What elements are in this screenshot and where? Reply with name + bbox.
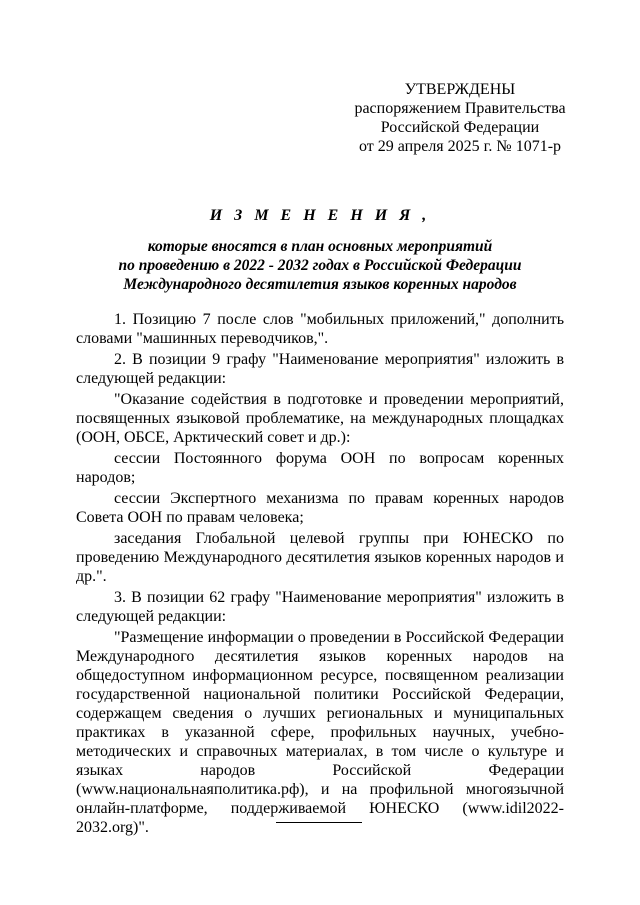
paragraph-item-1: 1. Позицию 7 после слов "мобильных приложений," дополнить словами "машинных переводчиков,". — [76, 311, 564, 347]
subtitle-line: по проведению в 2022 - 2032 годах в Российской Федерации — [118, 257, 522, 274]
approval-stamp — [330, 80, 590, 156]
approval-line: распоряжением Правительства — [354, 100, 566, 117]
approval-line: Российской Федерации — [380, 119, 540, 136]
paragraph-list-entry: сессии Постоянного форума ООН по вопросам коренных народов; — [76, 450, 564, 486]
approval-title: УТВЕРЖДЕНЫ — [404, 81, 516, 98]
paragraph-quote: "Размещение информации о проведении в Российской Федерации Международного десятилетия языков коренных народов на общедоступном информационном ресурсе, посвященном реализации государственной национальной политики Российской Федерации, содержащем сведения о лучших региональных и муниципальных практиках в указанной сфере, профильных научных, учебно-методических и справочных материалах, в том числе о культуре и языках народов Российской Федерации (www.национальнаяполитика.рф), и на профильной многоязычной онлайн-платформе, поддерживаемой ЮНЕСКО (www.idil2022-2032.org)". — [76, 629, 564, 836]
subtitle-line: Международного десятилетия языков коренных народов — [123, 276, 517, 293]
paragraph-quote-start: "Оказание содействия в подготовке и проведении мероприятий, посвященных языковой проблематике, на международных площадках (ООН, ОБСЕ, Арктический совет и др.): — [76, 391, 564, 446]
paragraph-item-3: 3. В позиции 62 графу "Наименование мероприятия" изложить в следующей редакции: — [76, 589, 564, 625]
document-subtitle — [70, 237, 570, 294]
title-block — [70, 205, 570, 294]
document-heading: И З М Е Н Е Н И Я , — [209, 207, 431, 224]
paragraph-list-entry: сессии Экспертного механизма по правам коренных народов Совета ООН по правам человека; — [76, 490, 564, 526]
document-body — [76, 310, 564, 839]
approval-date: от 29 апреля 2025 г. № 1071-р — [358, 138, 562, 155]
paragraph-item-2: 2. В позиции 9 графу "Наименование мероприятия" изложить в следующей редакции: — [76, 351, 564, 387]
paragraph-list-entry: заседания Глобальной целевой группы при ЮНЕСКО по проведению Международного десятилетия языков коренных народов и др.". — [76, 530, 564, 585]
subtitle-line: которые вносятся в план основных мероприятий — [147, 238, 493, 255]
end-divider — [276, 822, 362, 823]
